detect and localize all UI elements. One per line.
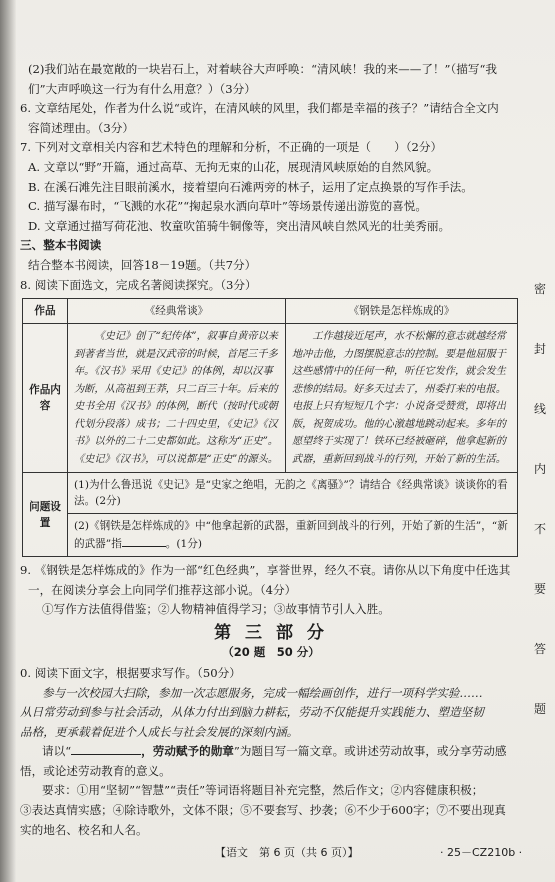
binding-char: 题 [533,702,546,716]
q18-table [22,298,518,557]
part3-subtitle: （20 题 50 分） [222,644,320,659]
exam-content [20,60,522,840]
q17-option-d: D. 文章通过描写荷花池、牧童吹笛骑牛铜像等，突出清风峡自然风光的壮美秀丽。 [28,218,451,233]
q20-material-1: 参与一次校园大扫除，参加一次志愿服务，完成一幅绘画创作，进行一项科学实验…… [42,685,483,700]
binding-char: 封 [533,342,546,356]
q20-title-fixed: ，劳动赋予的勋章 [141,744,234,759]
q20-stem: 0. 阅读下面文字，根据要求写作。（50分） [20,665,241,680]
q16-line1: 6. 文章结尾处，作者为什么说“或许，在清风峡的风里，我们都是幸福的孩子？”请结合全文内 [20,101,499,116]
q17-option-b: B. 在溪石滩先注目眼前溪水，接着望向石滩两旁的林子，运用了定点换景的写作手法。 [28,179,473,194]
q20-title-post: ”为题目写一篇文章。或讲述劳动故事，或分享劳动感 [233,744,507,759]
footer-code: · 25－CZ210b · [440,846,523,859]
q17-option-c: C. 描写瀑布时，“飞溅的水花”“掬起泉水洒向草叶”等场景传递出游览的喜悦。 [28,199,427,214]
q16-2-line2: 们”大声呼唤这一行为有什么用意？）（3分） [28,81,256,96]
row-label-questions: 问题设置 [23,473,68,557]
section-whole-book-title: 三、整本书阅读 [20,238,102,253]
q17-stem: 7. 下列对文章相关内容和艺术特色的理解和分析，不正确的一项是（ ）（2分） [20,140,443,155]
q16-2-line1: (2)我们站在最宽敞的一块岩石上，对着峡谷大声呼唤：“清风峡！我的来——了！”（描写“我 [28,62,497,76]
q20-material-2: 从日常劳动到参与社会活动，从体力付出到脑力耕耘，劳动不仅能提升实践能力、塑造坚韧 [20,705,484,720]
q18-stem: 8. 阅读下面选文，完成名著阅读探究。（3分） [20,277,257,292]
footer-page-label: 【语文 第 6 页（共 6 页）】 [215,846,359,859]
page-edge-shadow [0,0,16,882]
q20-title-pre: 请以“ [42,744,72,759]
row-label-content: 作品内容 [23,324,68,473]
binding-char: 内 [533,462,546,476]
col-header-works: 作品 [23,299,68,324]
q18-subquestion-2 [68,514,518,557]
q19-options: ①写作方法值得借鉴；②人物精神值得学习；③故事情节引人入胜。 [42,602,390,617]
title-blank[interactable] [71,742,141,755]
q18-sub2-score: 。(1分) [165,538,202,551]
table-row [23,514,518,557]
page-footer [0,844,555,862]
q20-requirements-1: 要求：①用“坚韧”“智慧”“责任”等词语将题目补充完整，然后作文；②内容健康积极； [42,783,484,798]
answer-blank[interactable] [122,534,166,547]
q20-material-3: 品格，更承载着促进个人成长与社会发展的深刻内涵。 [20,724,299,739]
binding-char: 答 [533,642,546,656]
table-row [23,324,518,473]
q20-requirements-2: ③表达真情实感；④除诗歌外，文体不限；⑤不要套写、抄袭；⑥不少于600字；⑦不要出现真 [20,803,506,818]
part3-title: 第 三 部 分 [214,622,328,643]
binding-char: 要 [533,582,546,596]
q18-sub2-text: (2)《钢铁是怎样炼成的》中“他拿起新的武器，重新回到战斗的行列，开始了新的生活”，“新的武器”指 [74,520,508,551]
q20-requirements-3: 实的地名、校名和人名。 [20,822,148,837]
q16-line2: 容简述理由。（3分） [28,120,134,135]
q17-option-a: A. 文章以“野”开篇，通过高草、无拘无束的山花，展现清风峡原始的自然风貌。 [28,159,439,174]
work-title-2: 《钢铁是怎样炼成的》 [286,299,518,324]
q20-title-line2: 悟，或论述劳动教育的意义。 [20,763,171,778]
binding-char: 不 [533,522,546,536]
table-row [23,299,518,324]
excerpt-steel: 工作越接近尾声，水不松懈的意志就越经常地冲击他，力图摆脱意志的控制。要是他屈服于这些感情中的任何一种，听任它发作，就会发生悲惨的结局。好多天过去了，州委打来的电报。电报上只有短短几个字：小说备受赞赏，即将出版，祝贺成功。他的心激越地跳动起来。多年的愿望终于实现了！铁环已经被砸碎，他拿起新的武器，重新回到战斗的行列，开始了新的生活。 [286,324,518,473]
q18-subquestion-1: (1)为什么鲁迅说《史记》是“史家之绝唱，无韵之《离骚》”？请结合《经典常谈》谈谈你的看法。(2分) [68,473,518,514]
section-whole-book-intro: 结合整本书阅读，回答18－19题。（共7分） [28,257,257,272]
q19-line2: 一，在阅读分享会上向同学们推荐这部小说。（4分） [28,582,297,597]
binding-char: 线 [533,402,546,416]
excerpt-classics: 《史记》创了“纪传体”，叙事自黄帝以来到著者当世，就是汉武帝的时候，首尾三千多年。《汉书》采用《史记》的体例，却以汉事为断，从高祖到王莽，只二百三十年。后来的史书全用《汉书》的体例，断代（按时代或朝代划分段落）成书；二十四史里，《史记》《汉书》以外的二十二史都如此。这称为“正史”。《史记》《汉书》，可以说都是“正史”的源头。 [68,324,286,473]
q20-title-line [20,742,522,762]
binding-line-notice [530,280,550,720]
work-title-1: 《经典常谈》 [68,299,286,324]
table-row [23,473,518,514]
binding-char: 密 [533,282,546,296]
q19-line1: 9. 《钢铁是怎样炼成的》作为一部“红色经典”，享誉世界，经久不衰。请你从以下角度中任选其 [20,563,511,578]
